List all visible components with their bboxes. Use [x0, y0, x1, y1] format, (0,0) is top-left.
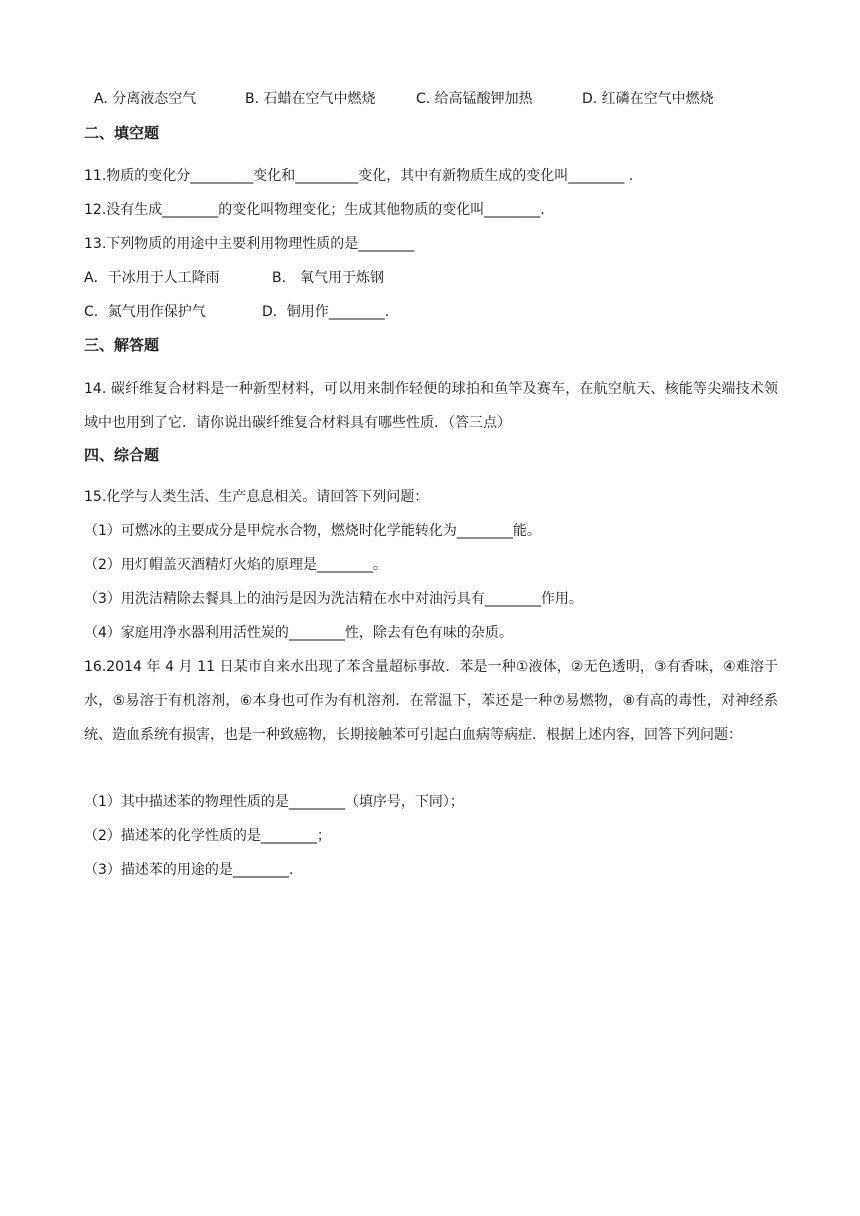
- q13-option-a: A．干冰用于人工降雨: [84, 270, 220, 286]
- question-15-part-4: （4）家庭用净水器利用活性炭的________性，除去有色有味的杂质。: [84, 625, 513, 641]
- question-15-part-2: （2）用灯帽盖灭酒精灯火焰的原理是________。: [84, 557, 387, 573]
- question-15-part-1: （1）可燃冰的主要成分是甲烷水合物，燃烧时化学能转化为________能。: [84, 523, 541, 539]
- question-16-part-2: （2）描述苯的化学性质的是________；: [84, 828, 331, 844]
- question-13: 13.下列物质的用途中主要利用物理性质的是________: [84, 236, 415, 252]
- q13-option-d: D．铜用作________.: [262, 304, 390, 320]
- q10-option-b: B. 石蜡在空气中燃烧: [245, 91, 376, 107]
- section-heading-fill-in: 二、填空题: [84, 124, 160, 142]
- question-11: 11.物质的变化分_________变化和_________变化，其中有新物质生成的变化叫________ .: [84, 168, 634, 184]
- question-16-part-3: （3）描述苯的用途的是________.: [84, 862, 294, 878]
- question-15-stem: 15.化学与人类生活、生产息息相关。请回答下列问题：: [84, 489, 429, 505]
- q13-option-c: C．氮气用作保护气: [84, 304, 206, 320]
- q13-option-b: B． 氧气用于炼钢: [272, 270, 385, 286]
- question-16-part-1: （1）其中描述苯的物理性质的是________（填序号，下同）；: [84, 794, 464, 810]
- section-heading-comprehensive: 四、综合题: [84, 446, 160, 464]
- q10-option-d: D. 红磷在空气中燃烧: [582, 91, 714, 107]
- question-16-stem: 16.2014 年 4 月 11 日某市自来水出现了苯含量超标事故．苯是一种①液体，②无色透明，③有香味，④难溶于水，⑤易溶于有机溶剂，⑥本身也可作为有机溶剂．在常温下，苯还是一种⑦易燃物，⑧有高的毒性，对神经系统、造血系统有损害，也是一种致癌物，长期接触苯可引起白血病等病症．根据上述内容，回答下列问题：: [84, 659, 778, 743]
- section-heading-answer: 三、解答题: [84, 336, 160, 354]
- question-14: 14. 碳纤维复合材料是一种新型材料，可以用来制作轻便的球拍和鱼竿及赛车，在航空航天、核能等尖端技术领域中也用到了它．请你说出碳纤维复合材料具有哪些性质．（答三点）: [84, 381, 778, 431]
- q10-option-c: C. 给高锰酸钾加热: [416, 91, 533, 107]
- question-15-part-3: （3）用洗洁精除去餐具上的油污是因为洗洁精在水中对油污具有________作用。: [84, 591, 583, 607]
- question-12: 12.没有生成________的变化叫物理变化；生成其他物质的变化叫________.: [84, 202, 545, 218]
- q10-option-a: A. 分离液态空气: [94, 91, 197, 107]
